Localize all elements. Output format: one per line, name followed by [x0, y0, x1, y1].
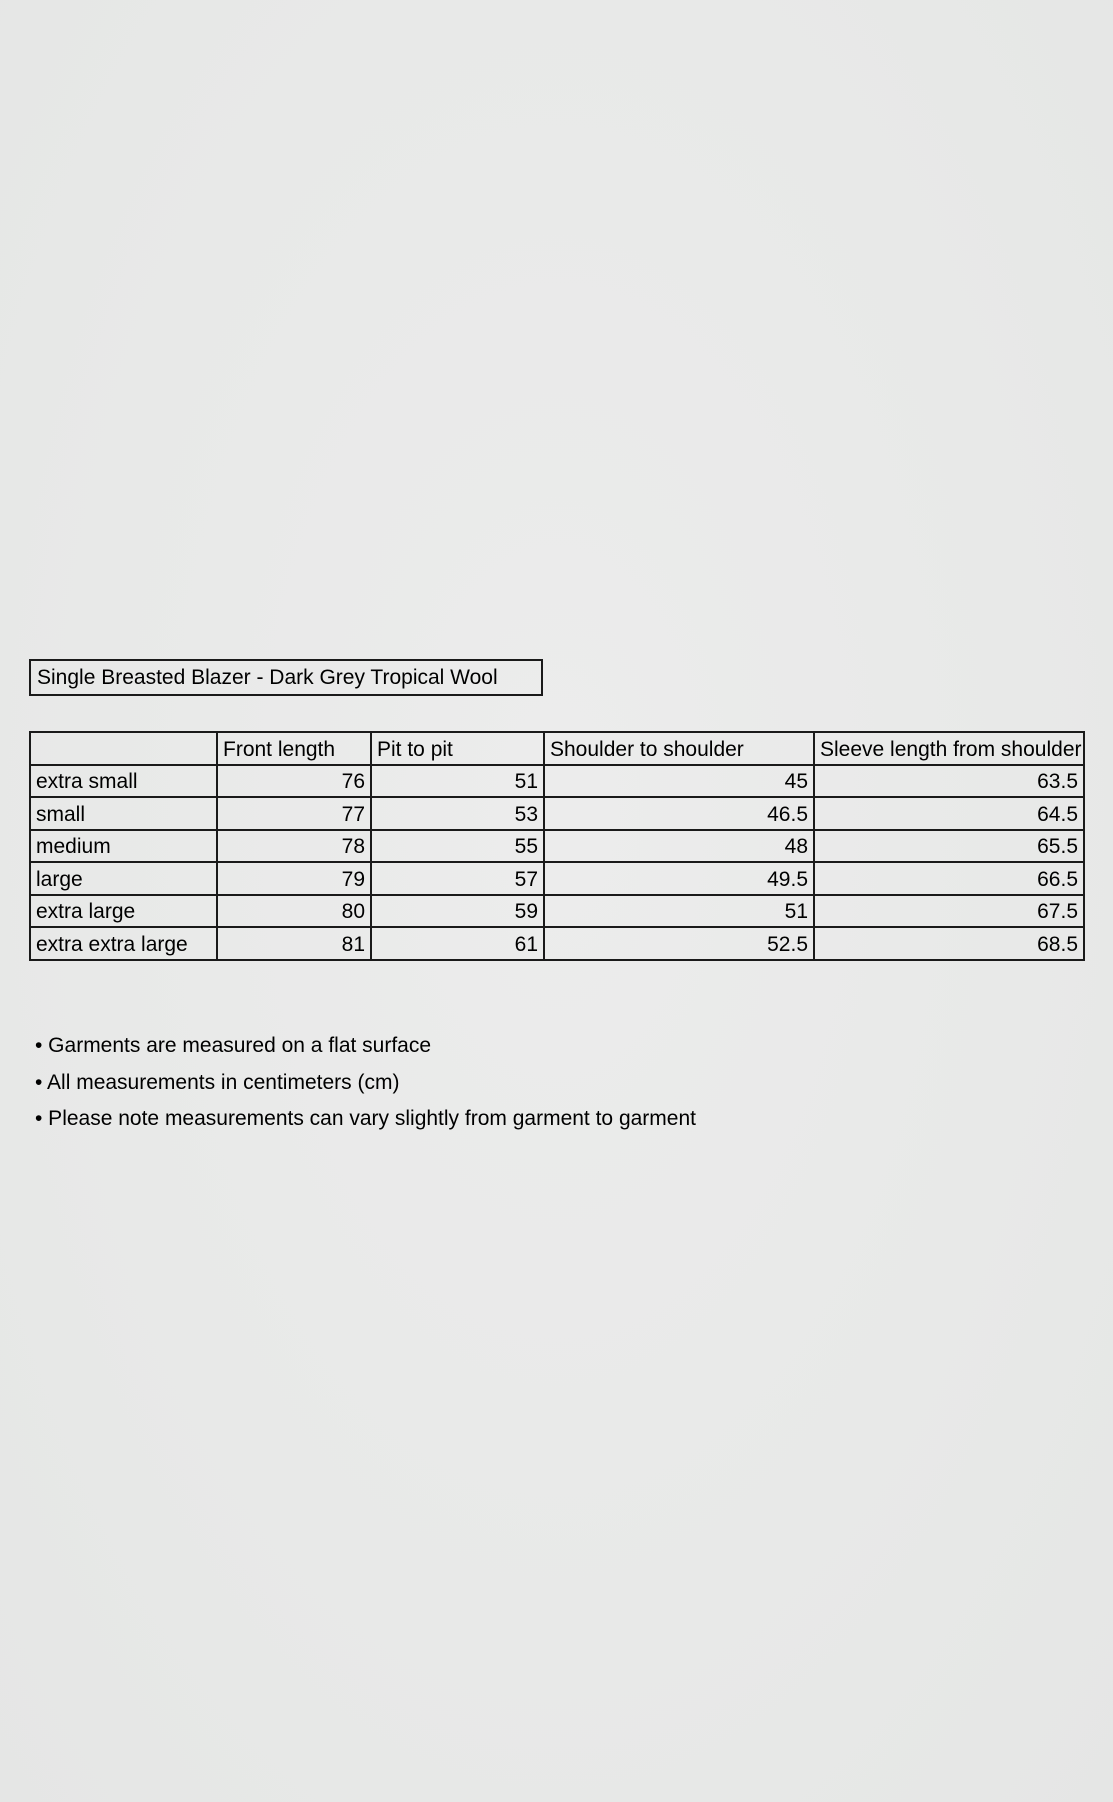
header-cell-empty [30, 732, 217, 765]
table-row [30, 862, 1084, 895]
size-label: medium [30, 830, 217, 863]
table-row [30, 927, 1084, 960]
table-header-row [30, 732, 1084, 765]
note-variation: • Please note measurements can vary slightly from garment to garment [35, 1107, 696, 1130]
table-row [30, 895, 1084, 928]
size-label: extra small [30, 765, 217, 798]
front-length-value: 81 [217, 927, 371, 960]
shoulder-value: 51 [544, 895, 814, 928]
size-label: extra extra large [30, 927, 217, 960]
product-title: Single Breasted Blazer - Dark Grey Tropical Wool [29, 659, 543, 696]
sleeve-value: 64.5 [814, 797, 1084, 830]
pit-to-pit-value: 59 [371, 895, 544, 928]
sleeve-value: 68.5 [814, 927, 1084, 960]
measurement-notes [35, 1028, 696, 1138]
front-length-value: 76 [217, 765, 371, 798]
front-length-value: 77 [217, 797, 371, 830]
front-length-value: 78 [217, 830, 371, 863]
pit-to-pit-value: 55 [371, 830, 544, 863]
pit-to-pit-value: 53 [371, 797, 544, 830]
sleeve-value: 67.5 [814, 895, 1084, 928]
note-centimeters: • All measurements in centimeters (cm) [35, 1070, 400, 1094]
front-length-value: 79 [217, 862, 371, 895]
table-row [30, 765, 1084, 798]
header-sleeve-length: Sleeve length from shoulder [814, 732, 1084, 765]
shoulder-value: 49.5 [544, 862, 814, 895]
pit-to-pit-value: 61 [371, 927, 544, 960]
header-shoulder-to-shoulder: Shoulder to shoulder [544, 732, 814, 765]
note-flat-surface: • Garments are measured on a flat surface [35, 1034, 432, 1057]
size-chart-table [29, 731, 1085, 961]
sleeve-value: 65.5 [814, 830, 1084, 863]
table-row [30, 830, 1084, 863]
pit-to-pit-value: 57 [371, 862, 544, 895]
sleeve-value: 63.5 [814, 765, 1084, 798]
front-length-value: 80 [217, 895, 371, 928]
shoulder-value: 46.5 [544, 797, 814, 830]
shoulder-value: 45 [544, 765, 814, 798]
size-label: large [30, 862, 217, 895]
table-row [30, 797, 1084, 830]
size-label: extra large [30, 895, 217, 928]
shoulder-value: 52.5 [544, 927, 814, 960]
pit-to-pit-value: 51 [371, 765, 544, 798]
size-label: small [30, 797, 217, 830]
sleeve-value: 66.5 [814, 862, 1084, 895]
header-front-length: Front length [217, 732, 371, 765]
shoulder-value: 48 [544, 830, 814, 863]
header-pit-to-pit: Pit to pit [371, 732, 544, 765]
